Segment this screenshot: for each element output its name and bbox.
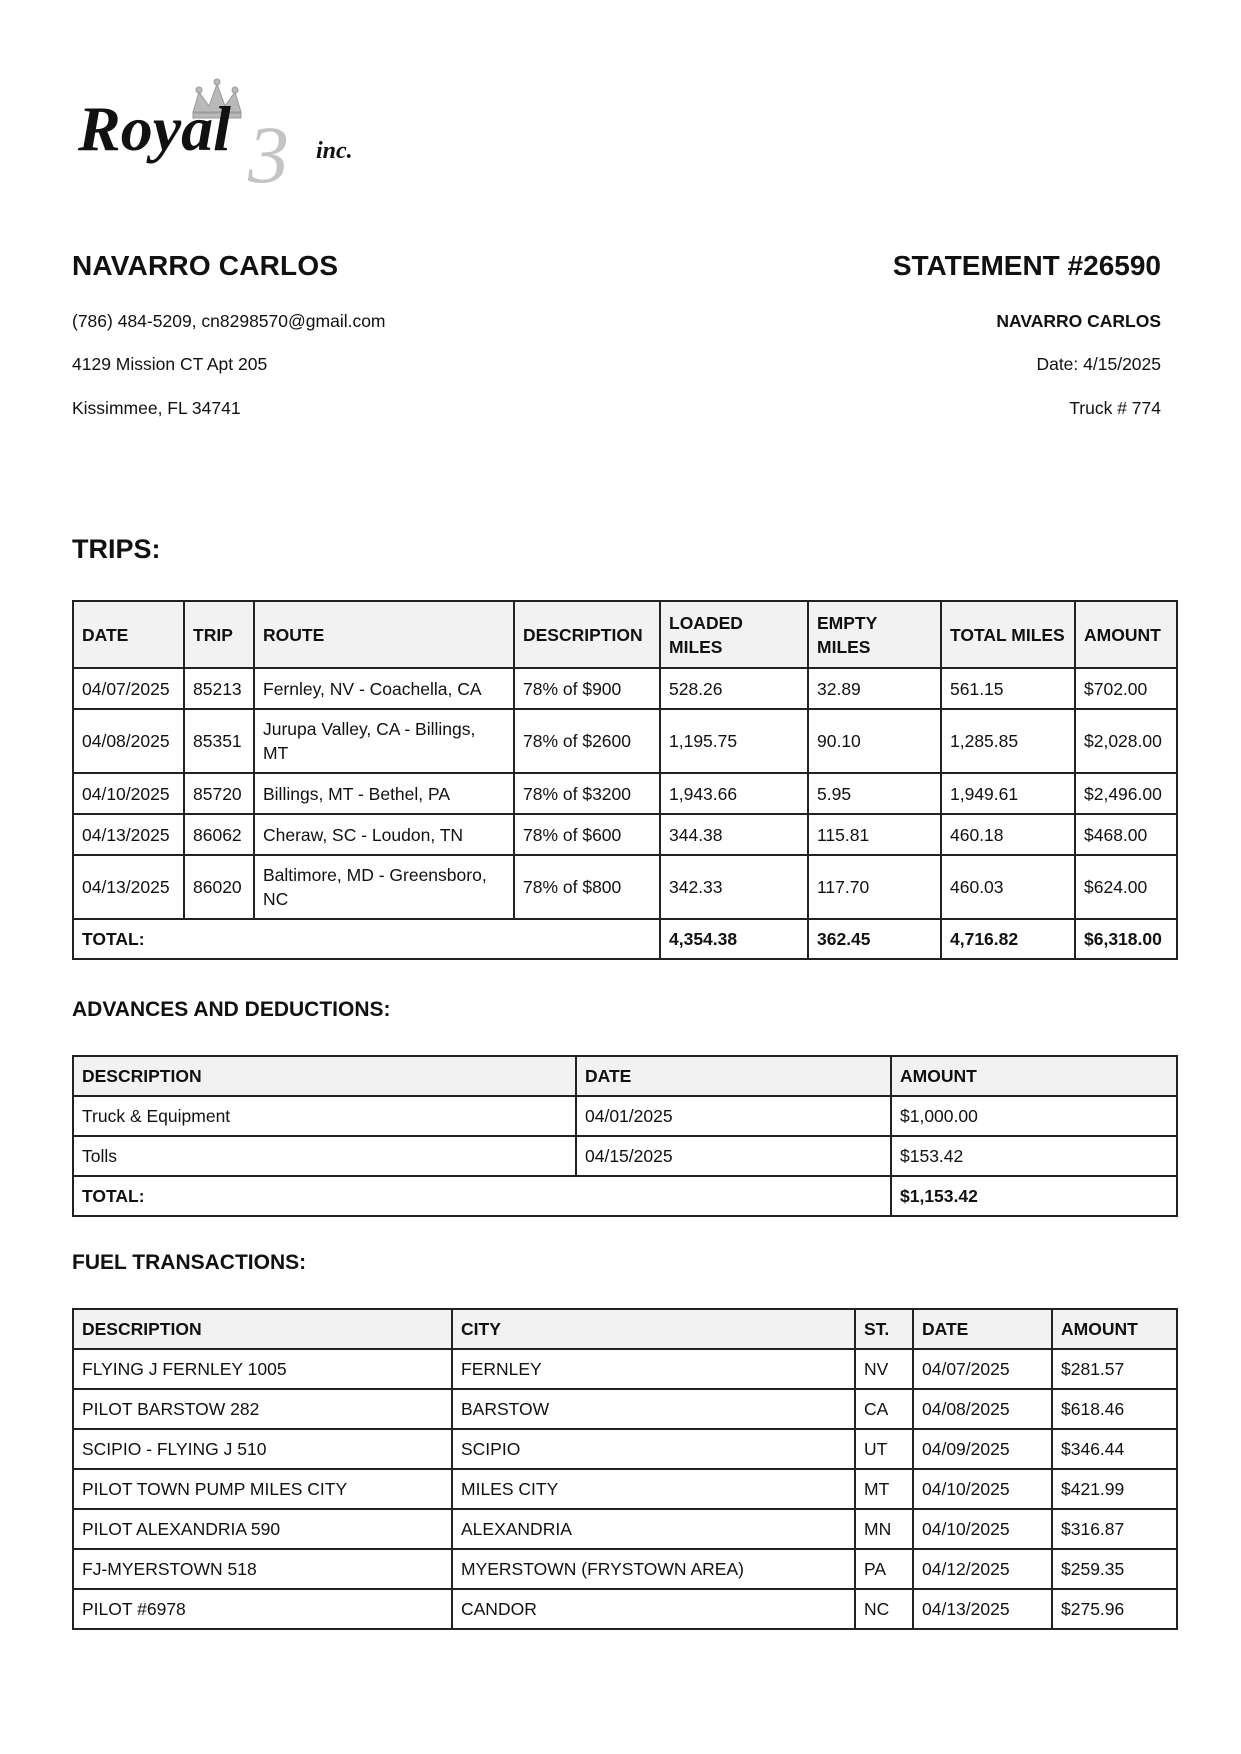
logo-suffix: inc. <box>316 138 353 164</box>
fuel-state: CA <box>855 1389 913 1429</box>
column-header: DESCRIPTION <box>514 601 660 668</box>
fuel-state: NV <box>855 1349 913 1389</box>
advances-header-row <box>73 1056 1177 1096</box>
fuel-state: NC <box>855 1589 913 1629</box>
driver-address-line1: 4129 Mission CT Apt 205 <box>72 354 268 374</box>
trip-number: 85351 <box>184 709 254 773</box>
column-header: DESCRIPTION <box>73 1309 452 1349</box>
fuel-city: SCIPIO <box>452 1429 855 1469</box>
table-row <box>73 1549 1177 1589</box>
advance-amount: $1,000.00 <box>891 1096 1177 1136</box>
trip-total-miles: 1,949.61 <box>941 773 1075 814</box>
trip-total-miles: 460.18 <box>941 814 1075 855</box>
fuel-description: SCIPIO - FLYING J 510 <box>73 1429 452 1469</box>
column-header: ST. <box>855 1309 913 1349</box>
trip-empty-miles: 115.81 <box>808 814 941 855</box>
trip-number: 86062 <box>184 814 254 855</box>
trip-date: 04/07/2025 <box>73 668 184 709</box>
table-row <box>73 1589 1177 1629</box>
column-header: TRIP <box>184 601 254 668</box>
table-row <box>73 1429 1177 1469</box>
advance-description: Truck & Equipment <box>73 1096 576 1136</box>
fuel-description: FLYING J FERNLEY 1005 <box>73 1349 452 1389</box>
total-total-miles: 4,716.82 <box>941 919 1075 959</box>
trip-route: Baltimore, MD - Greensboro, NC <box>254 855 514 919</box>
driver-contact: (786) 484-5209, cn8298570@gmail.com <box>72 311 386 331</box>
trip-date: 04/13/2025 <box>73 855 184 919</box>
table-row <box>73 855 1177 919</box>
fuel-amount: $421.99 <box>1052 1469 1177 1509</box>
trips-total-row <box>73 919 1177 959</box>
table-row <box>73 1136 1177 1176</box>
trip-number: 86020 <box>184 855 254 919</box>
advances-total-row <box>73 1176 1177 1216</box>
column-header: CITY <box>452 1309 855 1349</box>
fuel-date: 04/12/2025 <box>913 1549 1052 1589</box>
fuel-amount: $618.46 <box>1052 1389 1177 1429</box>
table-row <box>73 668 1177 709</box>
trip-total-miles: 1,285.85 <box>941 709 1075 773</box>
fuel-date: 04/13/2025 <box>913 1589 1052 1629</box>
fuel-amount: $316.87 <box>1052 1509 1177 1549</box>
column-header: LOADED MILES <box>660 601 808 668</box>
total-label: TOTAL: <box>73 1176 891 1216</box>
statement-date: Date: 4/15/2025 <box>1036 354 1161 374</box>
fuel-state: MT <box>855 1469 913 1509</box>
statement-title: STATEMENT #26590 <box>892 250 1161 281</box>
trip-date: 04/08/2025 <box>73 709 184 773</box>
trip-amount: $2,496.00 <box>1075 773 1177 814</box>
column-header: DESCRIPTION <box>73 1056 576 1096</box>
total-label: TOTAL: <box>73 919 660 959</box>
fuel-amount: $281.57 <box>1052 1349 1177 1389</box>
trip-route: Cheraw, SC - Loudon, TN <box>254 814 514 855</box>
column-header: AMOUNT <box>1075 601 1177 668</box>
column-header: TOTAL MILES <box>941 601 1075 668</box>
fuel-header-row <box>73 1309 1177 1349</box>
trip-loaded-miles: 344.38 <box>660 814 808 855</box>
fuel-city: FERNLEY <box>452 1349 855 1389</box>
fuel-date: 04/10/2025 <box>913 1469 1052 1509</box>
fuel-amount: $259.35 <box>1052 1549 1177 1589</box>
trip-empty-miles: 117.70 <box>808 855 941 919</box>
advance-description: Tolls <box>73 1136 576 1176</box>
trip-loaded-miles: 1,195.75 <box>660 709 808 773</box>
fuel-date: 04/07/2025 <box>913 1349 1052 1389</box>
advance-amount: $153.42 <box>891 1136 1177 1176</box>
driver-name: NAVARRO CARLOS <box>72 250 339 281</box>
trips-header-row <box>73 601 1177 668</box>
trip-description: 78% of $900 <box>514 668 660 709</box>
trip-empty-miles: 5.95 <box>808 773 941 814</box>
trip-route: Jurupa Valley, CA - Billings, MT <box>254 709 514 773</box>
trip-empty-miles: 32.89 <box>808 668 941 709</box>
fuel-description: PILOT ALEXANDRIA 590 <box>73 1509 452 1549</box>
column-header: ROUTE <box>254 601 514 668</box>
trips-heading: TRIPS: <box>72 534 161 564</box>
fuel-description: PILOT TOWN PUMP MILES CITY <box>73 1469 452 1509</box>
trip-description: 78% of $600 <box>514 814 660 855</box>
trip-route: Billings, MT - Bethel, PA <box>254 773 514 814</box>
logo-brand: Royal <box>78 93 231 164</box>
table-row <box>73 1349 1177 1389</box>
fuel-state: UT <box>855 1429 913 1469</box>
total-loaded-miles: 4,354.38 <box>660 919 808 959</box>
trips-table <box>72 600 1178 960</box>
fuel-city: MYERSTOWN (FRYSTOWN AREA) <box>452 1549 855 1589</box>
advances-heading: ADVANCES AND DEDUCTIONS: <box>72 998 391 1021</box>
fuel-description: PILOT #6978 <box>73 1589 452 1629</box>
advances-total-amount: $1,153.42 <box>891 1176 1177 1216</box>
fuel-city: BARSTOW <box>452 1389 855 1429</box>
column-header: DATE <box>73 601 184 668</box>
trip-loaded-miles: 1,943.66 <box>660 773 808 814</box>
trip-loaded-miles: 528.26 <box>660 668 808 709</box>
fuel-table <box>72 1308 1178 1630</box>
trip-route: Fernley, NV - Coachella, CA <box>254 668 514 709</box>
fuel-city: ALEXANDRIA <box>452 1509 855 1549</box>
fuel-description: FJ-MYERSTOWN 518 <box>73 1549 452 1589</box>
column-header: AMOUNT <box>1052 1309 1177 1349</box>
column-header: DATE <box>576 1056 891 1096</box>
column-header: DATE <box>913 1309 1052 1349</box>
fuel-heading: FUEL TRANSACTIONS: <box>72 1251 307 1274</box>
trip-amount: $624.00 <box>1075 855 1177 919</box>
advance-date: 04/15/2025 <box>576 1136 891 1176</box>
table-row <box>73 709 1177 773</box>
trip-total-miles: 460.03 <box>941 855 1075 919</box>
fuel-state: MN <box>855 1509 913 1549</box>
trip-amount: $468.00 <box>1075 814 1177 855</box>
total-amount: $6,318.00 <box>1075 919 1177 959</box>
fuel-date: 04/08/2025 <box>913 1389 1052 1429</box>
table-row <box>73 1096 1177 1136</box>
driver-address-line2: Kissimmee, FL 34741 <box>72 398 241 418</box>
advances-table <box>72 1055 1178 1217</box>
column-header: EMPTY MILES <box>808 601 941 668</box>
trip-total-miles: 561.15 <box>941 668 1075 709</box>
table-row <box>73 773 1177 814</box>
advance-date: 04/01/2025 <box>576 1096 891 1136</box>
fuel-city: CANDOR <box>452 1589 855 1629</box>
fuel-state: PA <box>855 1549 913 1589</box>
trip-amount: $2,028.00 <box>1075 709 1177 773</box>
logo-number: 3 <box>248 109 289 190</box>
trip-date: 04/10/2025 <box>73 773 184 814</box>
fuel-city: MILES CITY <box>452 1469 855 1509</box>
trip-description: 78% of $2600 <box>514 709 660 773</box>
total-empty-miles: 362.45 <box>808 919 941 959</box>
trip-description: 78% of $3200 <box>514 773 660 814</box>
table-row <box>73 1509 1177 1549</box>
trip-description: 78% of $800 <box>514 855 660 919</box>
truck-number: Truck # 774 <box>1069 398 1161 418</box>
trip-amount: $702.00 <box>1075 668 1177 709</box>
trip-date: 04/13/2025 <box>73 814 184 855</box>
royal3-logo <box>78 78 388 190</box>
fuel-date: 04/09/2025 <box>913 1429 1052 1469</box>
fuel-amount: $346.44 <box>1052 1429 1177 1469</box>
trip-loaded-miles: 342.33 <box>660 855 808 919</box>
column-header: AMOUNT <box>891 1056 1177 1096</box>
trip-empty-miles: 90.10 <box>808 709 941 773</box>
table-row <box>73 1469 1177 1509</box>
fuel-date: 04/10/2025 <box>913 1509 1052 1549</box>
statement-driver-name: NAVARRO CARLOS <box>996 311 1161 331</box>
trip-number: 85720 <box>184 773 254 814</box>
fuel-description: PILOT BARSTOW 282 <box>73 1389 452 1429</box>
table-row <box>73 1389 1177 1429</box>
trip-number: 85213 <box>184 668 254 709</box>
table-row <box>73 814 1177 855</box>
fuel-amount: $275.96 <box>1052 1589 1177 1629</box>
